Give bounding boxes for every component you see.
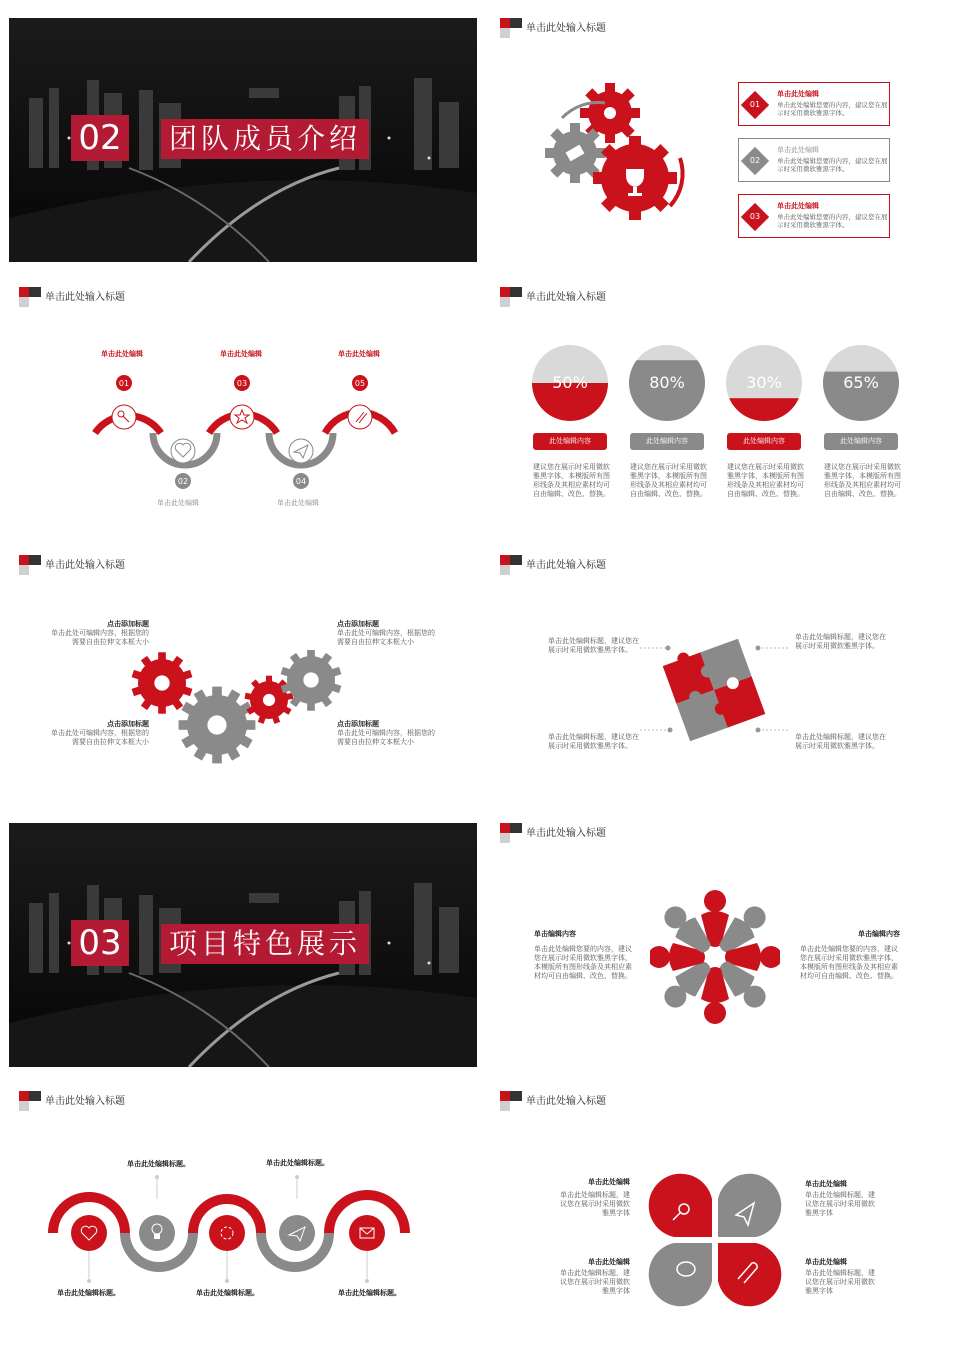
gear-red-small xyxy=(245,676,294,724)
item-body: 单击此处编辑您要的内容，建议您在展示时采用微软雅黑字体。 xyxy=(777,101,888,117)
gear-body-tl: 单击此处可编辑内容，根据您的需要自由拉伸文本框大小 xyxy=(51,629,149,646)
item-number: 01 xyxy=(749,100,761,109)
gear-heading-tl: 点击添加标题 xyxy=(107,620,149,628)
circle-body: 建议您在展示时采用微软雅黑字体，本模版所有图形线条及其相应素材均可自由编辑、改色、替换。 xyxy=(630,463,707,498)
list-item-02[interactable] xyxy=(738,138,890,182)
slide-gears-list xyxy=(490,18,958,262)
percent-value: 80% xyxy=(649,373,685,392)
people-heading-left: 单击编辑内容 xyxy=(534,930,576,938)
percent-value: 65% xyxy=(843,373,879,392)
petal-body-tl: 单击此处编辑标题，建议您在展示时采用微软雅黑字体 xyxy=(560,1191,630,1217)
puzzle-illustration xyxy=(640,630,810,750)
petal-body-br: 单击此处编辑标题，建议您在展示时采用微软雅黑字体 xyxy=(805,1269,875,1295)
wave-diagram xyxy=(79,367,419,497)
gear-heading-br: 点击添加标题 xyxy=(337,720,379,728)
gear-chain-illustration xyxy=(129,650,349,770)
slide-title: 单击此处输入标题 xyxy=(526,292,606,303)
item-heading: 单击此处编辑 xyxy=(777,202,819,210)
puzzle-text-br: 单击此处编辑标题，建议您在展示时采用微软雅黑字体。 xyxy=(795,733,886,750)
gear-gray-right xyxy=(281,650,342,711)
item-body: 单击此处编辑您要的内容，建议您在展示时采用微软雅黑字体。 xyxy=(777,213,888,229)
slide-gear-chain xyxy=(9,555,477,799)
circle-body: 建议您在展示时采用微软雅黑字体，本模版所有图形线条及其相应素材均可自由编辑、改色、替换。 xyxy=(533,463,610,498)
section-cover-02 xyxy=(9,18,477,262)
gear-body-br: 单击此处可编辑内容，根据您的需要自由拉伸文本框大小 xyxy=(337,729,435,746)
people-body-left: 单击此处编辑您要的内容，建议您在展示时采用微软雅黑字体，本模版所有图形线条及其相应素材均可自由编辑、改色、替换。 xyxy=(534,945,632,980)
wave2-label-bottom-3: 单击此处编辑标题。 xyxy=(338,1289,401,1297)
svg-text:04: 04 xyxy=(295,477,307,486)
people-circle-illustration xyxy=(650,885,780,1030)
header-logo-mark xyxy=(500,1091,522,1111)
gear-body-tr: 单击此处可编辑内容，根据您的需要自由拉伸文本框大小 xyxy=(337,629,435,646)
item-number: 02 xyxy=(749,156,761,165)
petal-br xyxy=(718,1243,781,1306)
slide-title: 单击此处输入标题 xyxy=(45,292,125,303)
petal-heading-br: 单击此处编辑 xyxy=(805,1258,847,1266)
section-cover-03 xyxy=(9,823,477,1067)
petal-heading-bl: 单击此处编辑 xyxy=(588,1258,630,1266)
item-heading: 单击此处编辑 xyxy=(777,90,819,98)
wave2-label-bottom-2: 单击此处编辑标题。 xyxy=(196,1289,259,1297)
gear-red-left xyxy=(132,652,193,713)
percent-value: 50% xyxy=(552,373,588,392)
slide-icon-wave xyxy=(9,1091,477,1335)
section-title: 项目特色展示 xyxy=(161,924,369,964)
petal-body-tr: 单击此处编辑标题，建议您在展示时采用微软雅黑字体 xyxy=(805,1191,875,1217)
wave-label-bottom-2: 单击此处编辑 xyxy=(277,499,319,507)
wave2-label-top-2: 单击此处编辑标题。 xyxy=(266,1159,329,1167)
wave-label-top-3: 单击此处编辑 xyxy=(338,350,380,358)
section-title: 团队成员介绍 xyxy=(161,119,369,159)
slide-title: 单击此处输入标题 xyxy=(526,1096,606,1107)
item-heading: 单击此处编辑 xyxy=(777,146,819,154)
circle-label[interactable]: 此处编辑内容 xyxy=(533,433,607,450)
header-logo-mark xyxy=(500,287,522,307)
list-item-03[interactable] xyxy=(738,194,890,238)
header-logo-mark xyxy=(19,287,41,307)
section-number: 03 xyxy=(71,920,129,966)
wave-label-top-2: 单击此处编辑 xyxy=(220,350,262,358)
wave2-label-top-1: 单击此处编辑标题。 xyxy=(127,1160,190,1168)
slide-people-circle xyxy=(490,823,958,1067)
slide-title: 单击此处输入标题 xyxy=(526,23,606,34)
svg-text:02: 02 xyxy=(177,477,189,486)
petal-body-bl: 单击此处编辑标题，建议您在展示时采用微软雅黑字体 xyxy=(560,1269,630,1295)
percent-fill xyxy=(726,398,802,421)
slide-title: 单击此处输入标题 xyxy=(526,828,606,839)
header-logo-mark xyxy=(19,1091,41,1111)
circle-label[interactable]: 此处编辑内容 xyxy=(727,433,801,450)
header-logo-mark xyxy=(500,555,522,575)
gear-heading-tr: 点击添加标题 xyxy=(337,620,379,628)
header-logo-mark xyxy=(19,555,41,575)
slide-four-petals xyxy=(490,1091,958,1335)
circle-label[interactable]: 此处编辑内容 xyxy=(630,433,704,450)
icon-wave-diagram xyxy=(47,1171,427,1291)
wave-label-bottom-1: 单击此处编辑 xyxy=(157,499,199,507)
people-body-right: 单击此处编辑您要的内容，建议您在展示时采用微软雅黑字体，本模版所有图形线条及其相应素材均可自由编辑、改色、替换。 xyxy=(800,945,898,980)
svg-text:05: 05 xyxy=(354,379,366,388)
wave2-label-bottom-1: 单击此处编辑标题。 xyxy=(57,1289,120,1297)
item-body: 单击此处编辑您要的内容，建议您在展示时采用微软雅黑字体。 xyxy=(777,157,888,173)
percent-value: 30% xyxy=(746,373,782,392)
wave-label-top-1: 单击此处编辑 xyxy=(101,350,143,358)
svg-text:03: 03 xyxy=(236,379,248,388)
petal-heading-tr: 单击此处编辑 xyxy=(805,1180,847,1188)
header-logo-mark xyxy=(500,18,522,38)
puzzle-text-bl: 单击此处编辑标题，建议您在展示时采用微软雅黑字体。 xyxy=(548,733,639,750)
svg-text:01: 01 xyxy=(118,379,130,388)
list-item-01[interactable] xyxy=(738,82,890,126)
header-logo-mark xyxy=(500,823,522,843)
puzzle-text-tr: 单击此处编辑标题，建议您在展示时采用微软雅黑字体。 xyxy=(795,633,886,650)
slide-title: 单击此处输入标题 xyxy=(526,560,606,571)
gear-gray-big xyxy=(179,687,256,764)
slide-title: 单击此处输入标题 xyxy=(45,560,125,571)
gear-heading-bl: 点击添加标题 xyxy=(107,720,149,728)
gear-body-bl: 单击此处可编辑内容，根据您的需要自由拉伸文本框大小 xyxy=(51,729,149,746)
slide-title: 单击此处输入标题 xyxy=(45,1096,125,1107)
slide-puzzle xyxy=(490,555,958,799)
petal-heading-tl: 单击此处编辑 xyxy=(588,1178,630,1186)
gears-illustration xyxy=(530,58,700,228)
circle-body: 建议您在展示时采用微软雅黑字体，本模版所有图形线条及其相应素材均可自由编辑、改色、替换。 xyxy=(727,463,804,498)
slide-wave-timeline xyxy=(9,287,477,531)
item-number: 03 xyxy=(749,212,761,221)
petals-illustration xyxy=(640,1169,790,1311)
people-heading-right: 单击编辑内容 xyxy=(858,930,900,938)
puzzle-text-tl: 单击此处编辑标题，建议您在展示时采用微软雅黑字体。 xyxy=(548,637,639,654)
slide-percent-circles xyxy=(490,287,958,531)
circle-label[interactable]: 此处编辑内容 xyxy=(824,433,898,450)
section-number: 02 xyxy=(71,115,129,161)
circle-body: 建议您在展示时采用微软雅黑字体，本模版所有图形线条及其相应素材均可自由编辑、改色、替换。 xyxy=(824,463,901,498)
